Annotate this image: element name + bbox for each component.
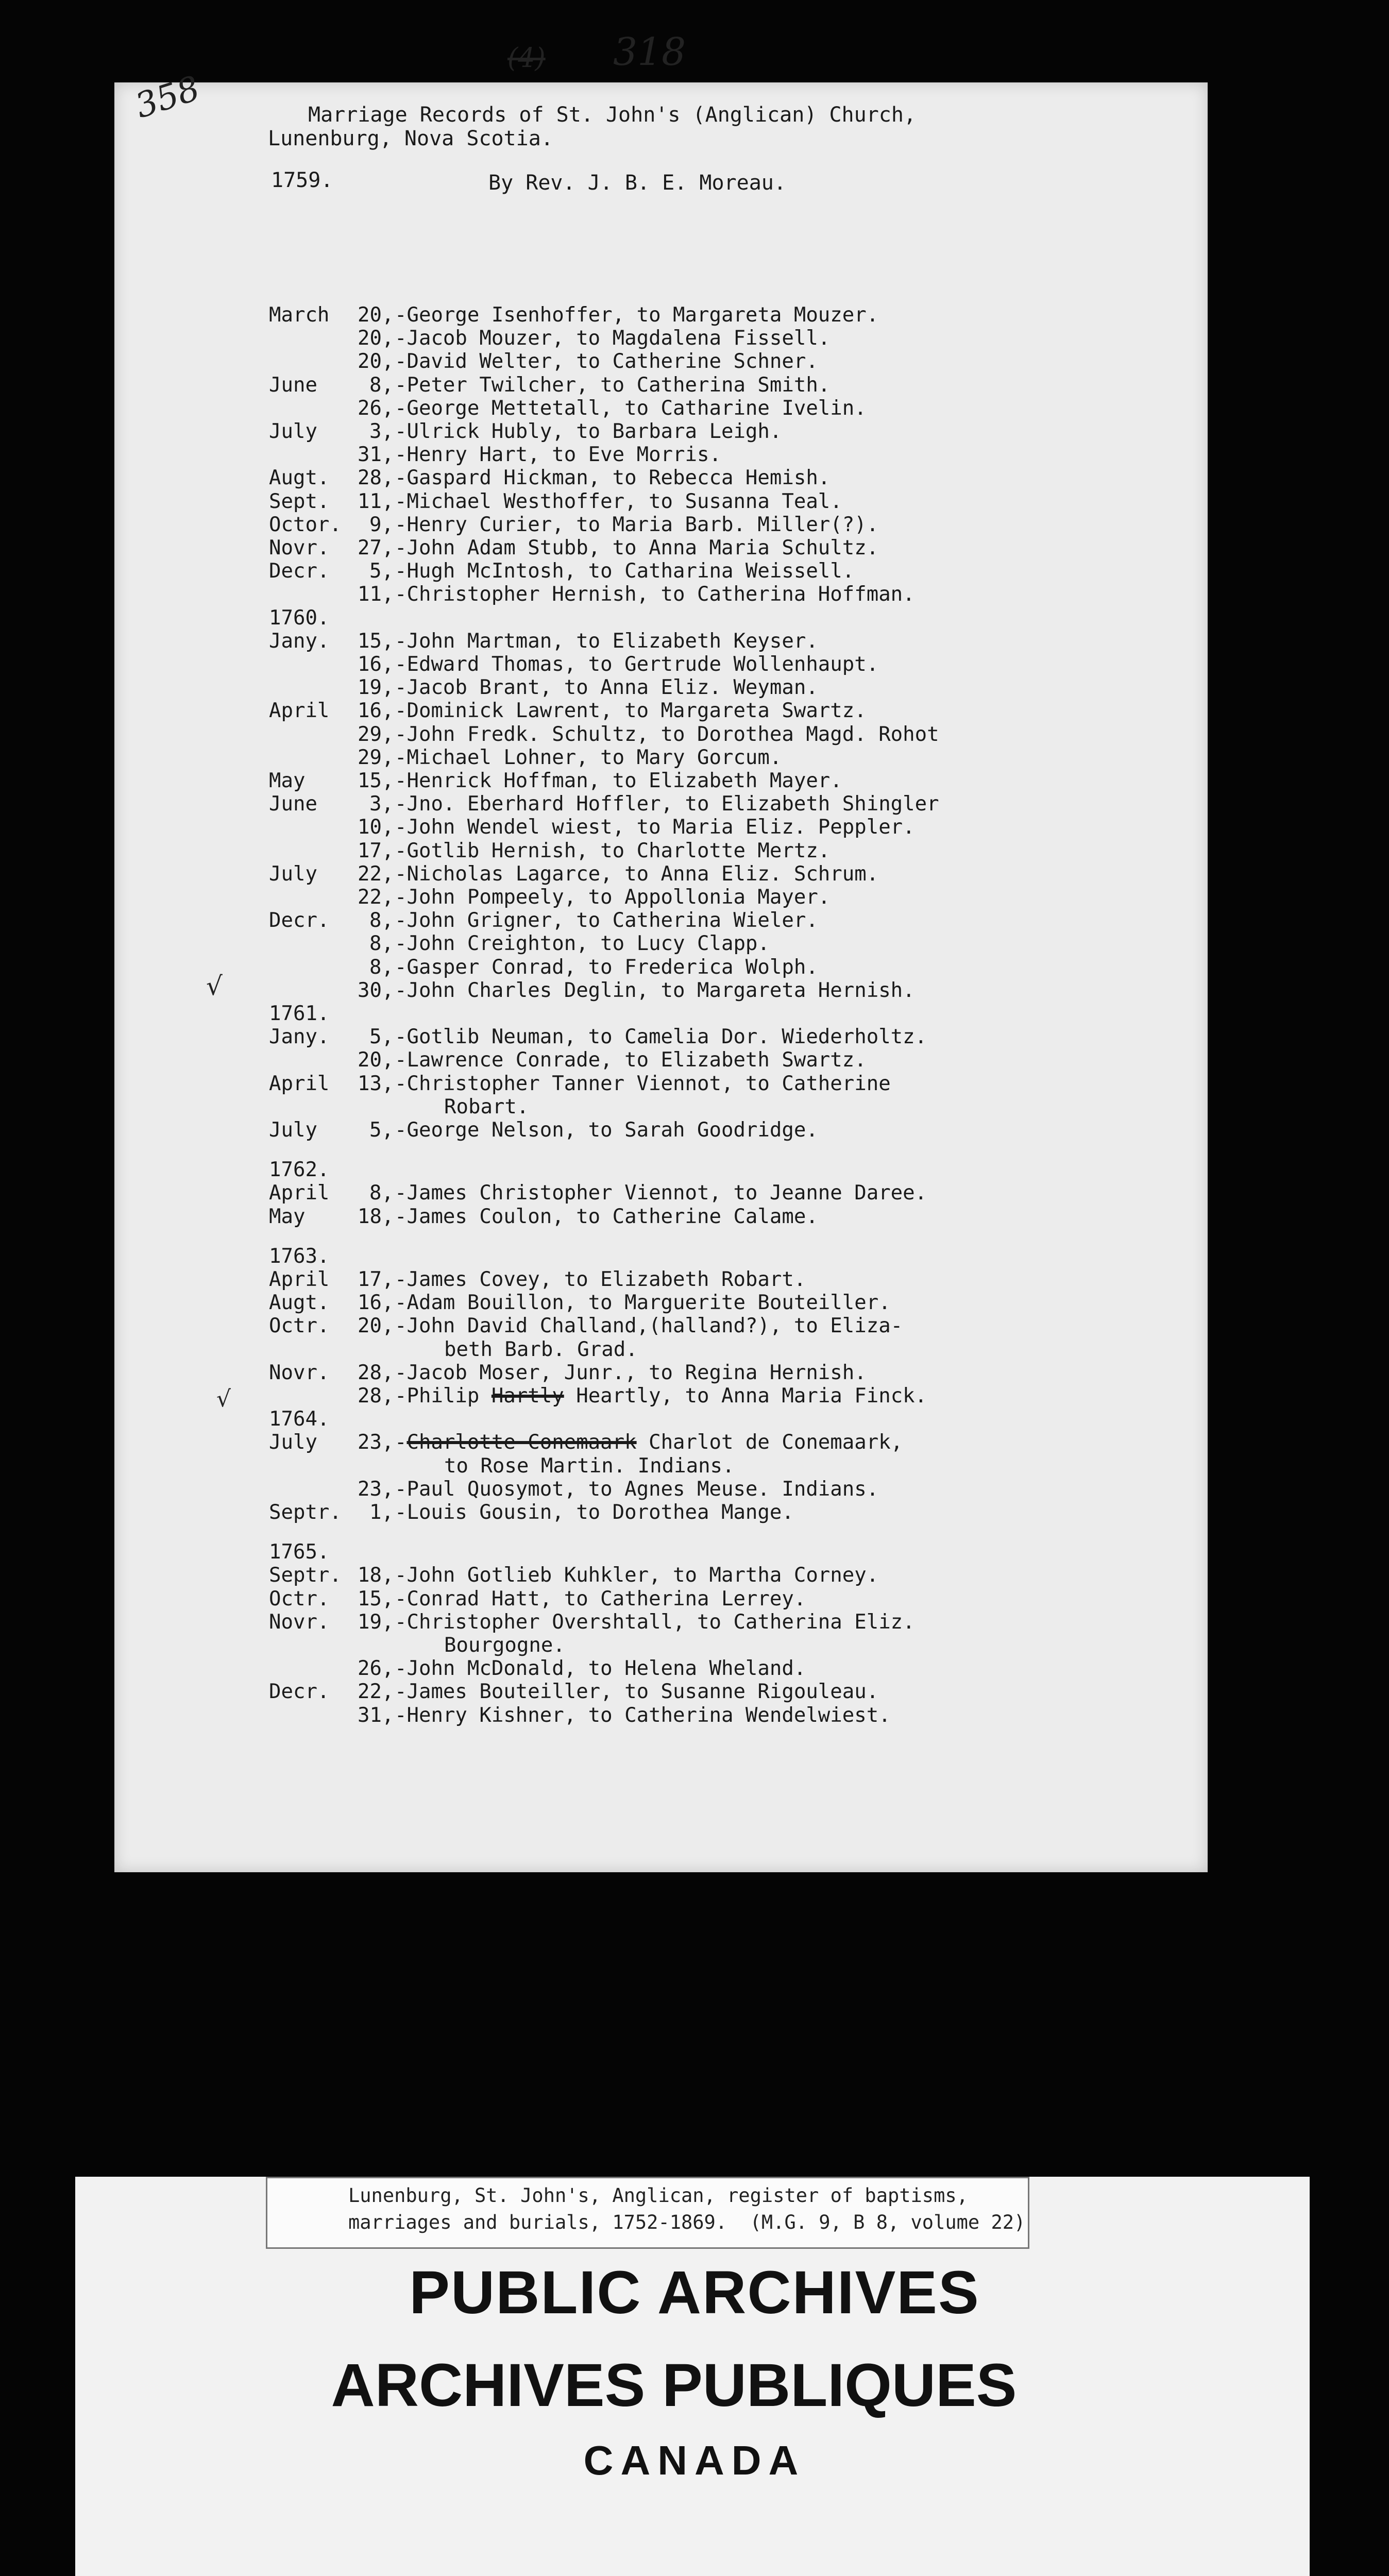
record-continuation: beth Barb. Grad. <box>444 1337 638 1361</box>
record-text: -Christopher Overshtall, to Catherina Eliz. <box>395 1610 915 1634</box>
record-day: 15, <box>358 769 394 792</box>
record-day: 26, <box>358 396 394 420</box>
record-text: -John Adam Stubb, to Anna Maria Schultz. <box>395 536 879 560</box>
record-names <box>395 514 878 536</box>
record-text: -John Grigner, to Catherina Wieler. <box>395 909 818 933</box>
record-day: 8, <box>369 373 394 397</box>
year-heading: 1765. <box>269 1540 330 1564</box>
record-text: -David Welter, to Catherine Schner. <box>395 350 818 374</box>
record-month: July <box>269 862 317 886</box>
record-continuation: to Rose Martin. Indians. <box>444 1454 735 1478</box>
record-day: 20, <box>358 350 394 374</box>
record-names <box>395 350 818 373</box>
record-day: 31, <box>358 1703 394 1727</box>
record-text: -Henry Hart, to Eve Morris. <box>395 443 721 467</box>
record-text: -Nicholas Lagarce, to Anna Eliz. Schrum. <box>395 862 879 886</box>
record-names <box>395 1385 927 1408</box>
record-names <box>395 1657 806 1680</box>
record-text: -Michael Westhoffer, to Susanna Teal. <box>395 489 842 513</box>
record-names <box>395 886 830 909</box>
record-text: -John McDonald, to Helena Wheland. <box>395 1657 806 1681</box>
record-text: -George Nelson, to Sarah Goodridge. <box>395 1118 818 1142</box>
record-text: -Gaspard Hickman, to Rebecca Hemish. <box>395 466 831 490</box>
document-title: Marriage Records of St. John's (Anglican) Church, <box>308 103 917 127</box>
record-names <box>395 747 782 769</box>
record-day: 29, <box>358 745 394 769</box>
record-month: Octr. <box>269 1587 330 1611</box>
record-names <box>395 304 878 327</box>
record-day: 5, <box>369 560 394 583</box>
record-month: Decr. <box>269 560 330 583</box>
record-names <box>395 816 915 839</box>
archive-country: CANADA <box>583 2437 806 2483</box>
record-names <box>395 327 830 350</box>
record-text: -Gotlib Hernish, to Charlotte Mertz. <box>395 839 831 862</box>
record-names <box>395 374 830 397</box>
record-day: 15, <box>358 1587 394 1611</box>
record-day: 17, <box>358 1268 394 1291</box>
record-month: Augt. <box>269 1291 330 1315</box>
record-names <box>395 1362 867 1384</box>
handwritten-struck-number: (4) <box>507 43 546 74</box>
record-month: Septr. <box>269 1564 342 1587</box>
record-text: -John Fredk. Schultz, to Dorothea Magd. Rohot <box>395 722 939 746</box>
record-names <box>395 1073 891 1095</box>
record-text: -John Martman, to Elizabeth Keyser. <box>395 629 818 653</box>
record-names <box>395 1049 867 1072</box>
record-text: -Henry Curier, to Maria Barb. Miller(?). <box>395 513 879 536</box>
record-names <box>395 583 915 606</box>
record-day: 26, <box>358 1657 394 1681</box>
record-month: July <box>269 1118 317 1142</box>
record-text: Charlot de Conemaark, <box>636 1431 903 1454</box>
check-mark: √ <box>206 971 223 1001</box>
record-names <box>395 863 878 886</box>
year-heading: 1761. <box>269 1002 330 1025</box>
record-text: - <box>395 1431 407 1454</box>
record-text: -Christopher Tanner Viennot, to Catherine <box>395 1072 891 1095</box>
record-names <box>395 676 818 699</box>
record-names <box>395 397 867 420</box>
record-month: Novr. <box>269 1610 330 1634</box>
record-day: 28, <box>358 1361 394 1384</box>
struck-out-text: Hartly <box>491 1384 564 1408</box>
year-heading: 1759. <box>271 168 333 192</box>
record-text: -James Christopher Viennot, to Jeanne Daree. <box>395 1181 927 1205</box>
record-continuation: Bourgogne. <box>444 1634 565 1657</box>
record-text: -John Gotlieb Kuhkler, to Martha Corney. <box>395 1564 879 1587</box>
record-text: -John David Challand,(halland?), to Eliza- <box>395 1314 903 1338</box>
record-text: -James Bouteiller, to Susanne Rigouleau. <box>395 1680 879 1704</box>
record-month: March <box>269 303 330 327</box>
record-month: May <box>269 769 306 792</box>
byline: By Rev. J. B. E. Moreau. <box>488 171 786 195</box>
record-month: July <box>269 420 317 443</box>
record-text: Heartly, to Anna Maria Finck. <box>564 1384 927 1408</box>
record-names <box>395 1564 878 1587</box>
record-text: -Peter Twilcher, to Catherina Smith. <box>395 373 831 397</box>
record-text: -John Wendel wiest, to Maria Eliz. Peppler. <box>395 816 915 839</box>
record-text: -Dominick Lawrent, to Margareta Swartz. <box>395 699 867 723</box>
record-day: 5, <box>369 1025 394 1049</box>
record-names <box>395 840 830 862</box>
record-text: -Gotlib Neuman, to Camelia Dor. Wiederholtz. <box>395 1025 927 1049</box>
record-month: Sept. <box>269 489 330 513</box>
record-day: 20, <box>358 303 394 327</box>
record-month: June <box>269 373 317 397</box>
record-day: 11, <box>358 489 394 513</box>
record-text: -Philip <box>395 1384 492 1408</box>
record-text: -Michael Lohner, to Mary Gorcum. <box>395 745 782 769</box>
record-names <box>395 1182 927 1205</box>
record-text: -John Charles Deglin, to Margareta Hernish. <box>395 978 915 1002</box>
record-day: 22, <box>358 862 394 886</box>
record-text: -Adam Bouillon, to Marguerite Bouteiller. <box>395 1291 891 1315</box>
struck-out-text: Charlotte Conemaark <box>406 1431 637 1454</box>
record-day: 16, <box>358 699 394 723</box>
record-text: -Lawrence Conrade, to Elizabeth Swartz. <box>395 1048 867 1072</box>
record-text: -Jacob Mouzer, to Magdalena Fissell. <box>395 327 831 350</box>
archive-name-french: ARCHIVES PUBLIQUES <box>331 2351 1017 2419</box>
year-heading: 1764. <box>269 1408 330 1431</box>
record-day: 5, <box>369 1118 394 1142</box>
record-text: -Henrick Hoffman, to Elizabeth Mayer. <box>395 769 842 792</box>
record-month: Octor. <box>269 513 342 536</box>
archive-label-line: marriages and burials, 1752-1869. (M.G. 9, B 8, volume 22) <box>348 2211 1026 2233</box>
record-names <box>395 1704 891 1727</box>
record-day: 27, <box>358 536 394 560</box>
record-day: 23, <box>358 1477 394 1501</box>
record-names <box>395 1268 806 1291</box>
record-text: -George Isenhoffer, to Margareta Mouzer. <box>395 303 879 327</box>
record-day: 8, <box>369 1181 394 1205</box>
document-subtitle: Lunenburg, Nova Scotia. <box>268 127 553 150</box>
record-names <box>395 956 818 979</box>
record-day: 15, <box>358 629 394 653</box>
record-names <box>395 979 915 1002</box>
handwritten-page-number-left: 358 <box>130 68 205 126</box>
record-names <box>395 1681 878 1703</box>
record-names <box>395 1315 903 1337</box>
record-month: June <box>269 792 317 816</box>
record-day: 31, <box>358 443 394 467</box>
record-day: 3, <box>369 420 394 443</box>
record-day: 18, <box>358 1564 394 1587</box>
record-text: -Jno. Eberhard Hoffler, to Elizabeth Shingler <box>395 792 939 816</box>
record-text: -James Covey, to Elizabeth Robart. <box>395 1268 806 1291</box>
record-day: 10, <box>358 816 394 839</box>
record-names <box>395 490 842 513</box>
record-names <box>395 537 878 560</box>
record-text: -Edward Thomas, to Gertrude Wollenhaupt. <box>395 653 879 676</box>
check-mark: √ <box>216 1386 231 1412</box>
record-names <box>395 560 854 583</box>
record-text: -John Pompeely, to Appollonia Mayer. <box>395 886 831 909</box>
record-names <box>395 420 782 443</box>
record-month: Novr. <box>269 1361 330 1384</box>
record-names <box>395 700 867 722</box>
record-day: 19, <box>358 676 394 700</box>
handwritten-page-number-top: 318 <box>613 30 686 74</box>
record-names <box>395 770 842 792</box>
record-day: 16, <box>358 1291 394 1315</box>
record-names <box>395 933 770 955</box>
record-day: 16, <box>358 653 394 676</box>
record-month: Jany. <box>269 629 330 653</box>
record-month: Decr. <box>269 1680 330 1704</box>
record-text: -John Creighton, to Lucy Clapp. <box>395 932 770 956</box>
record-day: 28, <box>358 466 394 490</box>
record-names <box>395 1478 878 1501</box>
record-month: Octr. <box>269 1314 330 1338</box>
record-names <box>395 1292 891 1314</box>
record-text: -Jacob Moser, Junr., to Regina Hernish. <box>395 1361 867 1384</box>
record-day: 8, <box>369 955 394 979</box>
record-names <box>395 653 878 676</box>
record-day: 8, <box>369 932 394 956</box>
record-names <box>395 793 939 816</box>
record-month: April <box>269 1072 330 1095</box>
record-day: 18, <box>358 1205 394 1228</box>
record-names <box>395 630 818 653</box>
record-text: -Conrad Hatt, to Catherina Lerrey. <box>395 1587 806 1611</box>
record-month: Jany. <box>269 1025 330 1049</box>
record-day: 9, <box>369 513 394 536</box>
record-day: 19, <box>358 1610 394 1634</box>
record-month: Novr. <box>269 536 330 560</box>
record-names <box>395 909 818 932</box>
record-day: 3, <box>369 792 394 816</box>
record-day: 1, <box>369 1501 394 1524</box>
record-month: April <box>269 699 330 723</box>
record-day: 20, <box>358 1048 394 1072</box>
record-day: 20, <box>358 1314 394 1338</box>
record-continuation: Robart. <box>444 1095 529 1118</box>
record-text: -Hugh McIntosh, to Catharina Weissell. <box>395 560 855 583</box>
record-month: Septr. <box>269 1501 342 1524</box>
record-names <box>395 1431 903 1454</box>
record-day: 30, <box>358 978 394 1002</box>
year-heading: 1763. <box>269 1244 330 1268</box>
record-day: 8, <box>369 909 394 933</box>
record-text: -George Mettetall, to Catharine Ivelin. <box>395 396 867 420</box>
record-day: 22, <box>358 1680 394 1704</box>
record-text: -Gasper Conrad, to Frederica Wolph. <box>395 955 818 979</box>
record-names <box>395 467 830 489</box>
year-heading: 1762. <box>269 1158 330 1182</box>
record-names <box>395 723 939 746</box>
archive-name-english: PUBLIC ARCHIVES <box>409 2259 980 2327</box>
record-day: 20, <box>358 327 394 350</box>
record-names <box>395 444 721 466</box>
record-names <box>395 1501 794 1524</box>
record-text: -James Coulon, to Catherine Calame. <box>395 1205 818 1228</box>
record-month: Decr. <box>269 909 330 933</box>
record-text: -Ulrick Hubly, to Barbara Leigh. <box>395 420 782 443</box>
record-day: 28, <box>358 1384 394 1408</box>
record-text: -Paul Quosymot, to Agnes Meuse. Indians. <box>395 1477 879 1501</box>
record-text: -Jacob Brant, to Anna Eliz. Weyman. <box>395 676 818 700</box>
record-month: April <box>269 1268 330 1291</box>
record-day: 29, <box>358 722 394 746</box>
record-month: July <box>269 1431 317 1454</box>
archive-label-line: Lunenburg, St. John's, Anglican, register of baptisms, <box>348 2184 968 2207</box>
record-names <box>395 1611 915 1634</box>
record-names <box>395 1206 818 1228</box>
record-text: -Christopher Hernish, to Catherina Hoffman. <box>395 583 915 606</box>
record-names <box>395 1588 806 1611</box>
record-text: -Louis Gousin, to Dorothea Mange. <box>395 1501 794 1524</box>
record-names <box>395 1026 927 1048</box>
year-heading: 1760. <box>269 606 330 630</box>
record-day: 11, <box>358 583 394 606</box>
record-month: Augt. <box>269 466 330 490</box>
record-day: 17, <box>358 839 394 862</box>
record-day: 13, <box>358 1072 394 1095</box>
record-day: 23, <box>358 1431 394 1454</box>
record-month: April <box>269 1181 330 1205</box>
record-names <box>395 1119 818 1142</box>
record-day: 22, <box>358 886 394 909</box>
record-month: May <box>269 1205 306 1228</box>
record-text: -Henry Kishner, to Catherina Wendelwiest. <box>395 1703 891 1727</box>
